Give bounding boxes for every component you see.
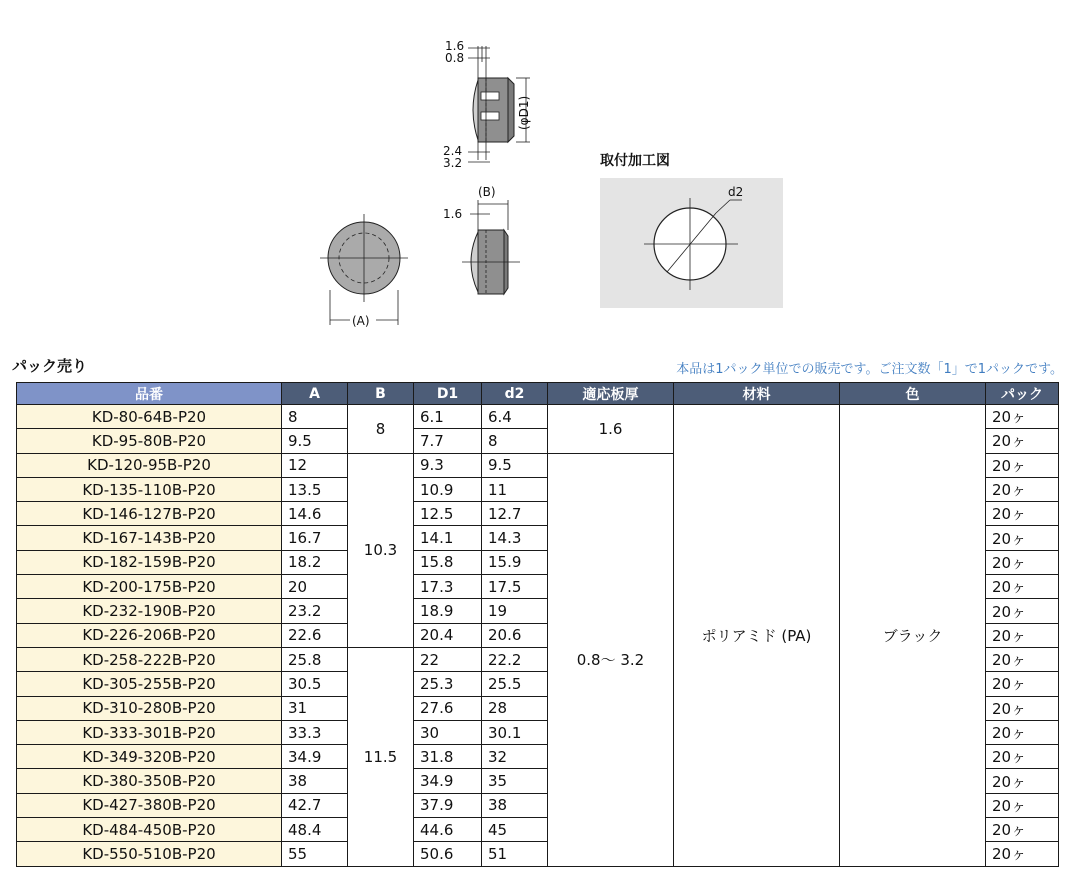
part-number-cell: KD-550-510B-P20 xyxy=(17,842,282,866)
d1-cell: 15.8 xyxy=(414,550,482,574)
product-drawings xyxy=(0,0,1077,345)
a-cell: 23.2 xyxy=(282,599,348,623)
pack-cell: 20ヶ xyxy=(986,818,1059,842)
header-pack: パック xyxy=(986,383,1059,405)
d1-cell: 18.9 xyxy=(414,599,482,623)
dim-1-6-side: 1.6 xyxy=(443,207,463,221)
part-number-cell: KD-146-127B-P20 xyxy=(17,502,282,526)
pack-cell: 20ヶ xyxy=(986,429,1059,453)
b-cell-merged: 11.5 xyxy=(348,647,414,866)
d2-cell: 45 xyxy=(482,818,548,842)
d2-cell: 19 xyxy=(482,599,548,623)
section-title: パック売り xyxy=(12,357,88,375)
pack-cell: 20ヶ xyxy=(986,575,1059,599)
a-cell: 33.3 xyxy=(282,720,348,744)
d1-cell: 12.5 xyxy=(414,502,482,526)
front-view xyxy=(320,214,408,325)
part-number-cell: KD-310-280B-P20 xyxy=(17,696,282,720)
part-number-cell: KD-135-110B-P20 xyxy=(17,477,282,501)
material-cell-merged: ポリアミド (PA) xyxy=(674,405,840,867)
part-number-cell: KD-232-190B-P20 xyxy=(17,599,282,623)
part-number-cell: KD-200-175B-P20 xyxy=(17,575,282,599)
header-d2: d2 xyxy=(482,383,548,405)
b-cell-merged: 8 xyxy=(348,405,414,454)
part-number-cell: KD-380-350B-P20 xyxy=(17,769,282,793)
processing-diagram-title: 取付加工図 xyxy=(600,153,670,169)
header-row xyxy=(17,383,1059,405)
d1-cell: 34.9 xyxy=(414,769,482,793)
d1-cell: 50.6 xyxy=(414,842,482,866)
a-cell: 14.6 xyxy=(282,502,348,526)
pack-cell: 20ヶ xyxy=(986,720,1059,744)
header-material: 材料 xyxy=(674,383,840,405)
d1-cell: 20.4 xyxy=(414,623,482,647)
pack-cell: 20ヶ xyxy=(986,672,1059,696)
d1-cell: 30 xyxy=(414,720,482,744)
a-cell: 13.5 xyxy=(282,477,348,501)
a-cell: 42.7 xyxy=(282,793,348,817)
d2-cell: 6.4 xyxy=(482,405,548,429)
d1-cell: 22 xyxy=(414,647,482,671)
part-number-cell: KD-95-80B-P20 xyxy=(17,429,282,453)
d2-cell: 20.6 xyxy=(482,623,548,647)
d2-cell: 30.1 xyxy=(482,720,548,744)
d2-cell: 15.9 xyxy=(482,550,548,574)
d1-cell: 31.8 xyxy=(414,745,482,769)
d1-cell: 10.9 xyxy=(414,477,482,501)
d2-cell: 35 xyxy=(482,769,548,793)
d1-cell: 37.9 xyxy=(414,793,482,817)
part-number-cell: KD-305-255B-P20 xyxy=(17,672,282,696)
b-cell-merged: 10.3 xyxy=(348,453,414,647)
a-cell: 31 xyxy=(282,696,348,720)
d2-cell: 9.5 xyxy=(482,453,548,477)
dim-a: (A) xyxy=(352,314,370,328)
part-number-cell: KD-484-450B-P20 xyxy=(17,818,282,842)
d1-cell: 7.7 xyxy=(414,429,482,453)
pack-cell: 20ヶ xyxy=(986,647,1059,671)
a-cell: 48.4 xyxy=(282,818,348,842)
a-cell: 55 xyxy=(282,842,348,866)
header-part-number: 品番 xyxy=(17,383,282,405)
dim-2-4: 2.4 xyxy=(443,144,463,158)
pack-cell: 20ヶ xyxy=(986,502,1059,526)
d2-cell: 28 xyxy=(482,696,548,720)
pack-cell: 20ヶ xyxy=(986,696,1059,720)
d2-cell: 22.2 xyxy=(482,647,548,671)
dim-phi-d1: (φD1) xyxy=(517,95,531,130)
pack-cell: 20ヶ xyxy=(986,793,1059,817)
part-number-cell: KD-182-159B-P20 xyxy=(17,550,282,574)
d1-cell: 6.1 xyxy=(414,405,482,429)
a-cell: 20 xyxy=(282,575,348,599)
pack-cell: 20ヶ xyxy=(986,453,1059,477)
d1-cell: 14.1 xyxy=(414,526,482,550)
part-number-cell: KD-120-95B-P20 xyxy=(17,453,282,477)
a-cell: 25.8 xyxy=(282,647,348,671)
d2-cell: 17.5 xyxy=(482,575,548,599)
part-number-cell: KD-427-380B-P20 xyxy=(17,793,282,817)
part-number-cell: KD-226-206B-P20 xyxy=(17,623,282,647)
dim-b: (B) xyxy=(478,185,496,199)
dim-3-2: 3.2 xyxy=(443,156,463,170)
header-b: B xyxy=(348,383,414,405)
pack-notice: 本品は1パック単位での販売です。ご注文数「1」で1パックです。 xyxy=(676,362,1063,377)
part-number-cell: KD-333-301B-P20 xyxy=(17,720,282,744)
a-cell: 18.2 xyxy=(282,550,348,574)
d1-cell: 27.6 xyxy=(414,696,482,720)
d2-cell: 14.3 xyxy=(482,526,548,550)
pack-cell: 20ヶ xyxy=(986,842,1059,866)
part-number-cell: KD-80-64B-P20 xyxy=(17,405,282,429)
pack-cell: 20ヶ xyxy=(986,599,1059,623)
d2-cell: 38 xyxy=(482,793,548,817)
a-cell: 22.6 xyxy=(282,623,348,647)
dim-1-6-top: 1.6 xyxy=(445,39,465,53)
part-number-cell: KD-258-222B-P20 xyxy=(17,647,282,671)
part-number-cell: KD-167-143B-P20 xyxy=(17,526,282,550)
a-cell: 9.5 xyxy=(282,429,348,453)
d1-cell: 9.3 xyxy=(414,453,482,477)
pack-cell: 20ヶ xyxy=(986,477,1059,501)
pack-cell: 20ヶ xyxy=(986,526,1059,550)
d1-cell: 25.3 xyxy=(414,672,482,696)
pack-cell: 20ヶ xyxy=(986,769,1059,793)
dim-0-8: 0.8 xyxy=(445,51,465,65)
thickness-cell-merged: 1.6 xyxy=(548,405,674,454)
d2-cell: 32 xyxy=(482,745,548,769)
a-cell: 12 xyxy=(282,453,348,477)
pack-cell: 20ヶ xyxy=(986,745,1059,769)
spec-table xyxy=(16,382,1059,867)
processing-diagram xyxy=(600,178,783,308)
d1-cell: 17.3 xyxy=(414,575,482,599)
dim-d2: d2 xyxy=(728,185,744,199)
d2-cell: 8 xyxy=(482,429,548,453)
header-a: A xyxy=(282,383,348,405)
table-row xyxy=(17,405,1059,429)
d2-cell: 11 xyxy=(482,477,548,501)
color-cell-merged: ブラック xyxy=(840,405,986,867)
d2-cell: 51 xyxy=(482,842,548,866)
pack-cell: 20ヶ xyxy=(986,550,1059,574)
d2-cell: 12.7 xyxy=(482,502,548,526)
header-thickness: 適応板厚 xyxy=(548,383,674,405)
d1-cell: 44.6 xyxy=(414,818,482,842)
pack-cell: 20ヶ xyxy=(986,623,1059,647)
a-cell: 34.9 xyxy=(282,745,348,769)
thickness-cell-merged: 0.8～ 3.2 xyxy=(548,453,674,866)
a-cell: 30.5 xyxy=(282,672,348,696)
d2-cell: 25.5 xyxy=(482,672,548,696)
pack-cell: 20ヶ xyxy=(986,405,1059,429)
header-d1: D1 xyxy=(414,383,482,405)
side-view-bottom xyxy=(462,200,520,294)
a-cell: 8 xyxy=(282,405,348,429)
a-cell: 38 xyxy=(282,769,348,793)
a-cell: 16.7 xyxy=(282,526,348,550)
part-number-cell: KD-349-320B-P20 xyxy=(17,745,282,769)
header-color: 色 xyxy=(840,383,986,405)
